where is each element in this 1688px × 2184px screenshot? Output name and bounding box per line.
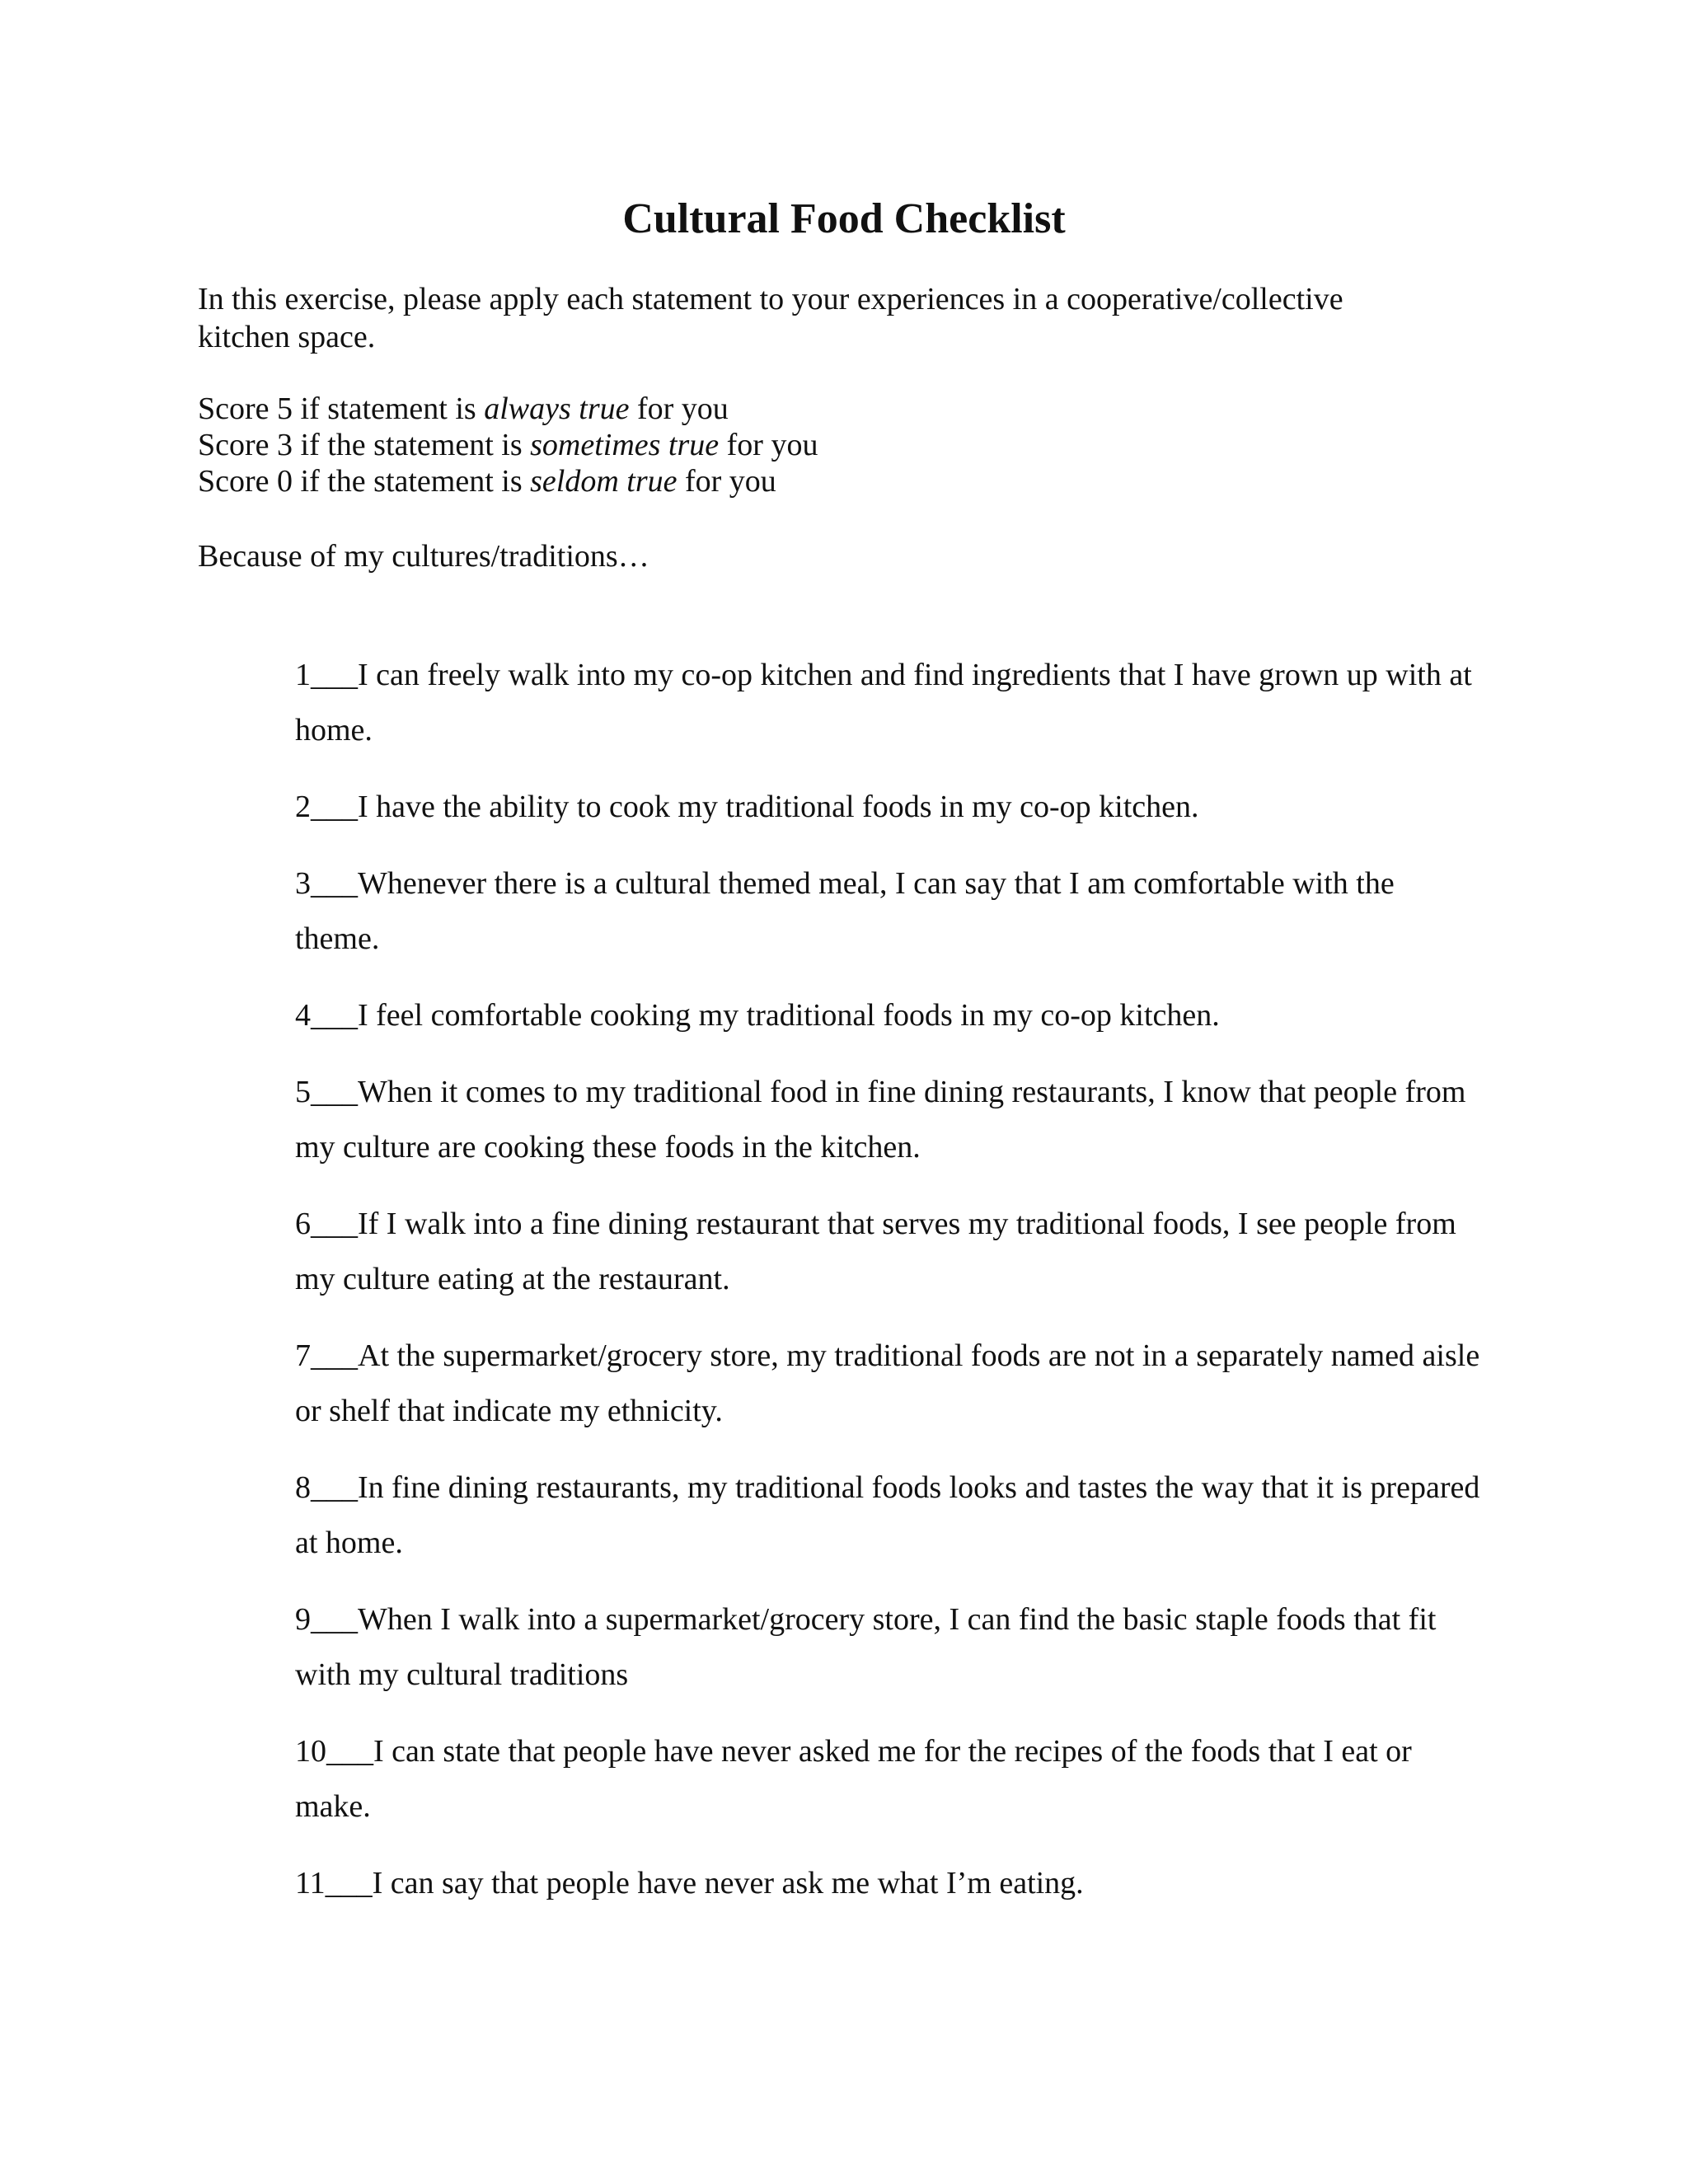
lead-in-text: Because of my cultures/traditions… [198,539,649,574]
checklist-item [295,988,1482,1043]
item-text: When I walk into a supermarket/grocery store, I can find the basic staple foods that fit with my cultural traditions [295,1602,1437,1692]
checklist-item [295,1724,1482,1835]
score-blank[interactable]: ___ [325,1866,373,1900]
checklist [295,648,1482,1933]
item-number: 3 [295,866,311,901]
item-number: 7 [295,1338,311,1373]
item-text: At the supermarket/grocery store, my traditional foods are not in a separately named aisle or shelf that indicate my ethnicity. [295,1338,1480,1428]
score-blank[interactable]: ___ [311,1338,358,1373]
item-text: I can state that people have never asked me for the recipes of the foods that I eat or make. [295,1734,1412,1824]
item-number: 1 [295,658,311,692]
page-title: Cultural Food Checklist [622,195,1066,242]
item-text: In fine dining restaurants, my traditional foods looks and tastes the way that it is prepared at home. [295,1470,1480,1560]
item-number: 5 [295,1075,311,1109]
checklist-item [295,1856,1482,1911]
checklist-item [295,856,1482,967]
item-number: 11 [295,1866,326,1900]
score-emphasis: always true [484,391,630,426]
item-text: I can say that people have never ask me what I’m eating. [372,1866,1084,1900]
score-blank[interactable]: ___ [311,1207,358,1241]
score-blank[interactable]: ___ [311,1470,358,1505]
score-line: Score 5 if statement is always true for you [198,391,729,426]
score-emphasis: sometimes true [530,428,720,462]
checklist-item [295,780,1482,835]
score-blank[interactable]: ___ [311,790,358,824]
item-text: Whenever there is a cultural themed meal, I can say that I am comfortable with the theme. [295,866,1395,956]
score-emphasis: seldom true [530,464,678,499]
item-text: I have the ability to cook my traditional foods in my co-op kitchen. [358,790,1199,824]
intro-paragraph: In this exercise, please apply each statement to your experiences in a cooperative/collective kitchen space. [198,282,1343,354]
item-number: 8 [295,1470,311,1505]
item-text: If I walk into a fine dining restaurant that serves my traditional foods, I see people from my culture eating at the restaurant. [295,1207,1456,1296]
score-line: Score 0 if the statement is seldom true for you [198,464,776,499]
checklist-item [295,648,1482,758]
checklist-item [295,1329,1482,1439]
item-number: 4 [295,998,311,1033]
item-number: 10 [295,1734,326,1769]
item-number: 6 [295,1207,311,1241]
checklist-item [295,1592,1482,1703]
item-text: I feel comfortable cooking my traditional foods in my co-op kitchen. [358,998,1220,1033]
scoring-instructions [198,391,1434,499]
checklist-item [295,1065,1482,1175]
score-blank[interactable]: ___ [311,866,358,901]
score-blank[interactable]: ___ [326,1734,373,1769]
score-blank[interactable]: ___ [311,998,358,1033]
item-number: 9 [295,1602,311,1637]
score-blank[interactable]: ___ [311,1602,358,1637]
checklist-item [295,1197,1482,1307]
score-blank[interactable]: ___ [311,658,358,692]
item-number: 2 [295,790,311,824]
item-text: I can freely walk into my co-op kitchen and find ingredients that I have grown up with at home. [295,658,1472,748]
checklist-item [295,1460,1482,1571]
item-text: When it comes to my traditional food in fine dining restaurants, I know that people from my culture are cooking these foods in the kitchen. [295,1075,1466,1165]
score-line: Score 3 if the statement is sometimes true for you [198,428,818,462]
score-blank[interactable]: ___ [311,1075,358,1109]
